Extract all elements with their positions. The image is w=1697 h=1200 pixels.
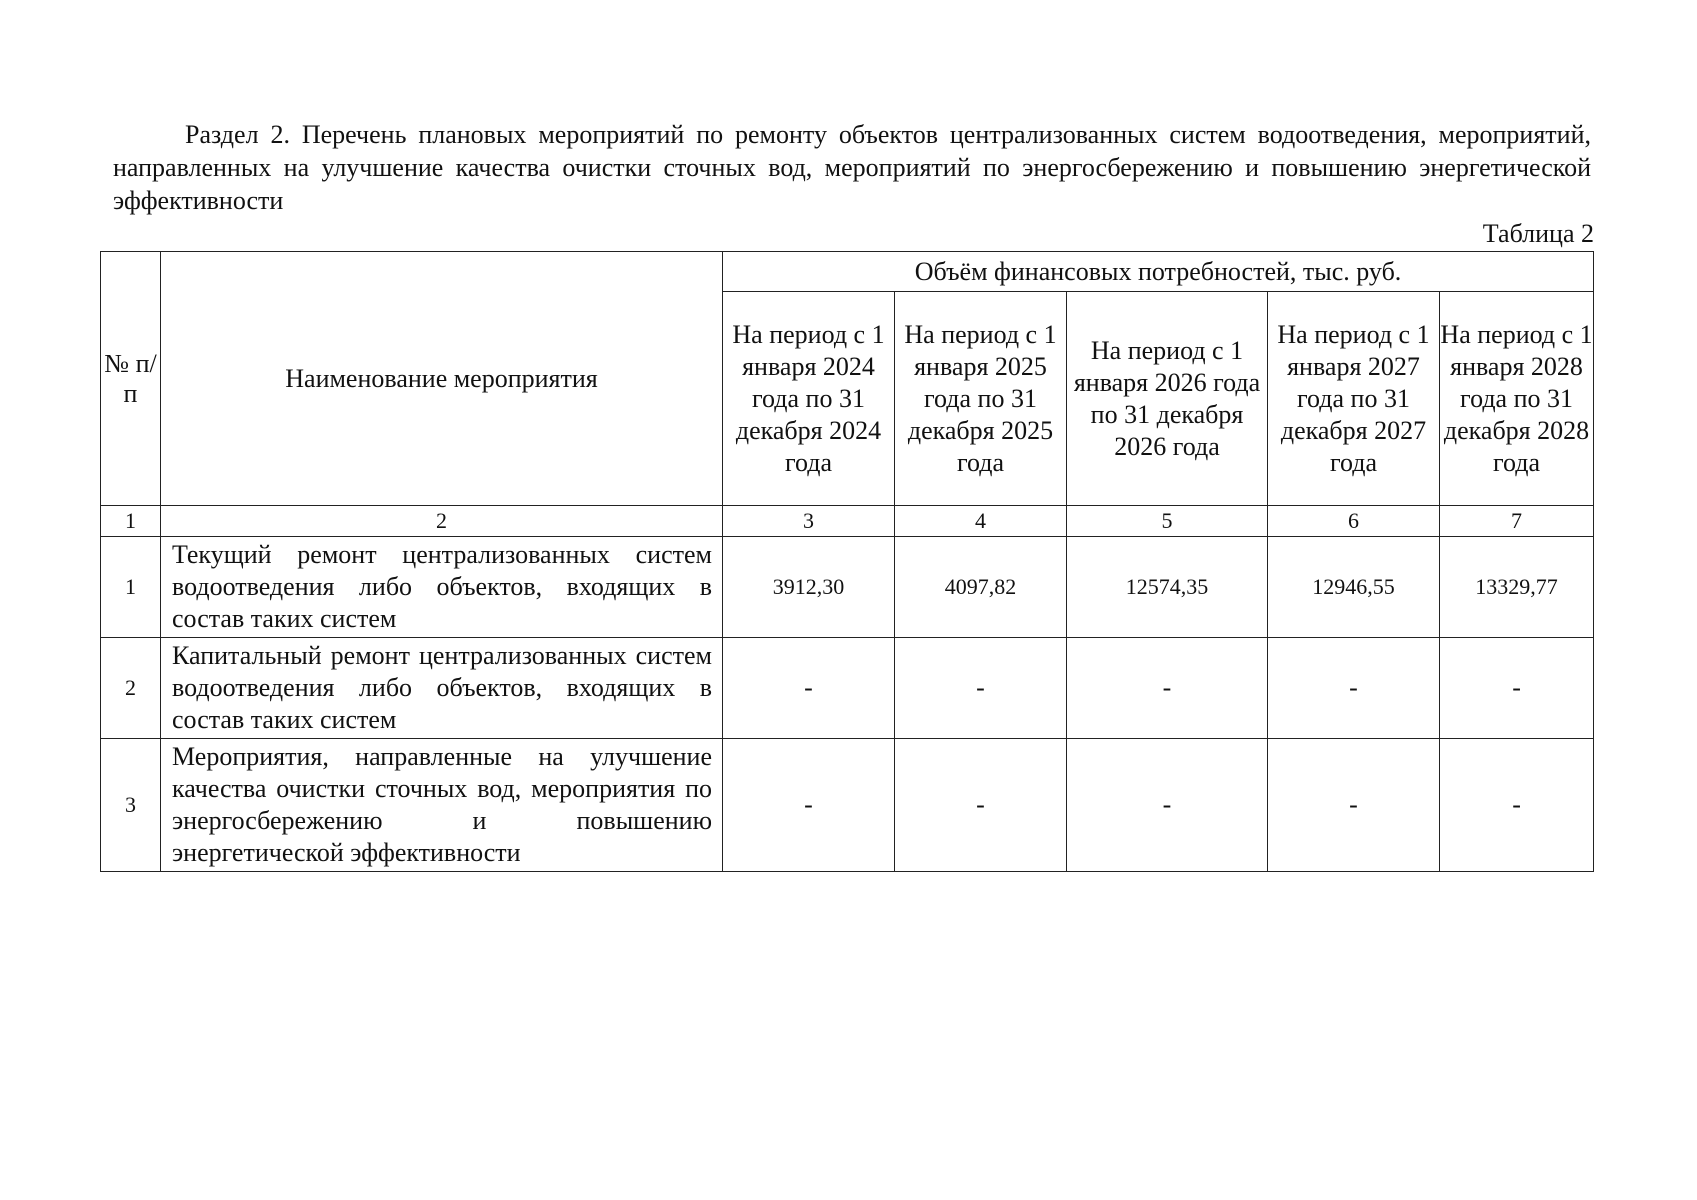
value-cell: - [1440, 739, 1594, 872]
table-row [101, 638, 1594, 739]
column-header-number: № п/п [101, 252, 161, 506]
column-index: 2 [161, 506, 723, 537]
section-heading: Раздел 2. Перечень плановых мероприятий по ремонту объектов централизованных систем водоотведения, мероприятий, направленных на улучшение качества очистки сточных вод, мероприятий по энергосбережению и повышению энергетической эффективности [113, 120, 1591, 215]
column-index: 4 [895, 506, 1067, 537]
table-header-row [101, 252, 1594, 292]
row-name: Текущий ремонт централизованных систем водоотведения либо объектов, входящих в состав таких систем [161, 537, 723, 638]
column-index: 6 [1268, 506, 1440, 537]
row-number: 3 [101, 739, 161, 872]
column-index: 7 [1440, 506, 1594, 537]
value-cell: - [723, 739, 895, 872]
financial-needs-table [100, 251, 1594, 872]
table-caption: Таблица 2 [1482, 219, 1594, 248]
column-group-header: Объём финансовых потребностей, тыс. руб. [723, 252, 1594, 292]
value-cell: 13329,77 [1440, 537, 1594, 638]
column-header-period-2024: На период с 1 января 2024 года по 31 декабря 2024 года [723, 292, 895, 506]
column-header-period-2027: На период с 1 января 2027 года по 31 декабря 2027 года [1268, 292, 1440, 506]
column-index: 3 [723, 506, 895, 537]
value-cell: 4097,82 [895, 537, 1067, 638]
value-cell: - [895, 739, 1067, 872]
value-cell: - [723, 638, 895, 739]
column-header-period-2026: На период с 1 января 2026 года по 31 декабря 2026 года [1067, 292, 1268, 506]
value-cell: - [1268, 638, 1440, 739]
value-cell: 12574,35 [1067, 537, 1268, 638]
row-number: 2 [101, 638, 161, 739]
column-index: 5 [1067, 506, 1268, 537]
column-index: 1 [101, 506, 161, 537]
value-cell: - [1067, 739, 1268, 872]
table-row [101, 739, 1594, 872]
column-header-period-2028: На период с 1 января 2028 года по 31 декабря 2028 года [1440, 292, 1594, 506]
value-cell: - [1067, 638, 1268, 739]
value-cell: - [1440, 638, 1594, 739]
value-cell: - [895, 638, 1067, 739]
row-name: Мероприятия, направленные на улучшение качества очистки сточных вод, мероприятия по энергосбережению и повышению энергетической эффективности [161, 739, 723, 872]
value-cell: 3912,30 [723, 537, 895, 638]
row-name: Капитальный ремонт централизованных систем водоотведения либо объектов, входящих в состав таких систем [161, 638, 723, 739]
row-number: 1 [101, 537, 161, 638]
column-header-period-2025: На период с 1 января 2025 года по 31 декабря 2025 года [895, 292, 1067, 506]
column-index-row [101, 506, 1594, 537]
table-row [101, 537, 1594, 638]
value-cell: - [1268, 739, 1440, 872]
value-cell: 12946,55 [1268, 537, 1440, 638]
column-header-name: Наименование мероприятия [161, 252, 723, 506]
